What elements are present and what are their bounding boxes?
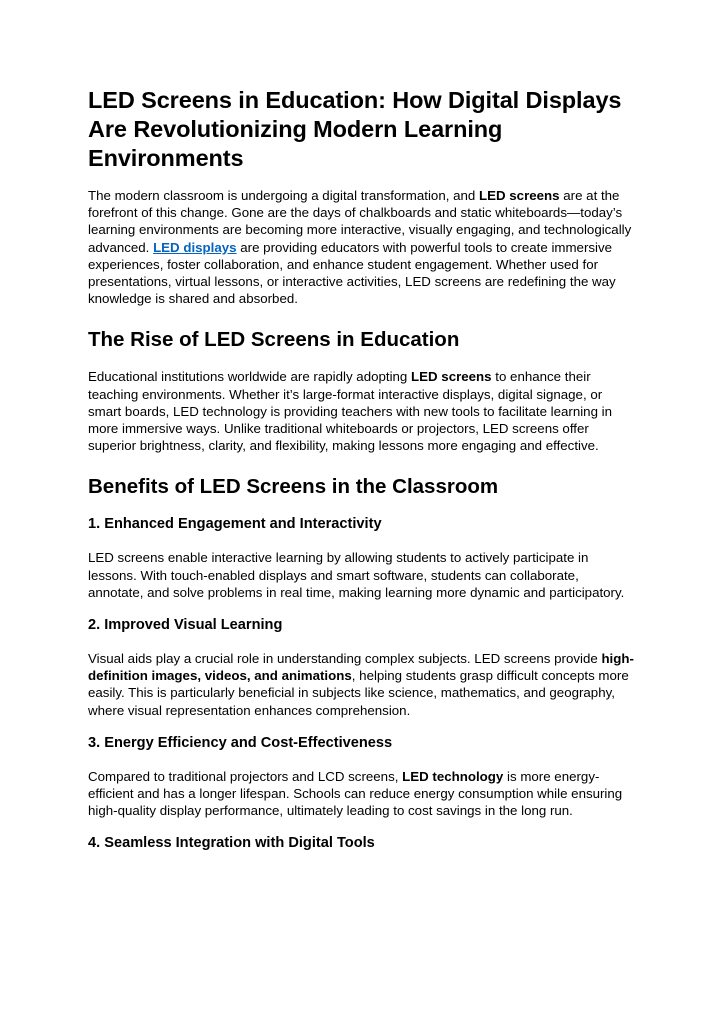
benefit-1-heading: 1. Enhanced Engagement and Interactivity bbox=[88, 516, 382, 533]
intro-text-1: The modern classroom is undergoing a digital transformation, and bbox=[88, 188, 479, 203]
rise-bold-led-screens: LED screens bbox=[411, 369, 492, 385]
benefit-3-text-1: Compared to traditional projectors and LCD screens, bbox=[88, 768, 403, 784]
benefit-2-text-2: , helping students grasp difficult concepts more easily. This is particularly beneficial in subjects like science, mathematics, and geography, where visual representation enhances comprehension. bbox=[88, 668, 629, 718]
benefit-2-text-1: Visual aids play a crucial role in understanding complex subjects. LED screens provide bbox=[88, 651, 602, 667]
rise-text-1: Educational institutions worldwide are rapidly adopting bbox=[88, 369, 412, 385]
rise-heading: The Rise of LED Screens in Education bbox=[88, 328, 460, 352]
page-title: LED Screens in Education: How Digital Displays Are Revolutionizing Modern Learning Environments bbox=[88, 87, 622, 171]
intro-paragraph bbox=[88, 187, 636, 307]
benefit-3-text-2: is more energy-efficient and has a longer lifespan. Schools can reduce energy consumption while ensuring high-quality display performance, ultimately leading to cost savings in the long run. bbox=[88, 768, 623, 819]
benefit-3-bold: LED technology bbox=[402, 768, 504, 784]
document-body bbox=[88, 86, 636, 868]
benefit-2-heading: 2. Improved Visual Learning bbox=[88, 617, 283, 634]
benefit-2-paragraph bbox=[88, 650, 636, 719]
intro-text-3: are providing educators with powerful tools to create immersive experiences, foster collaboration, and enhance student engagement. Whether used for presentations, virtual lessons, or interactive activities, LED screens are redefining the way knowledge is shared and absorbed. bbox=[88, 239, 616, 307]
led-displays-link[interactable]: LED displays bbox=[153, 239, 237, 255]
benefit-1-paragraph: LED screens enable interactive learning by allowing students to actively participate in lessons. With touch-enabled displays and smart software, students can collaborate, annotate, and solve problems in real time, making learning more dynamic and participatory. bbox=[88, 550, 625, 600]
rise-text-2: to enhance their teaching environments. Whether it’s large-format interactive displays, digital signage, or smart boards, LED technology is providing teachers with new tools to facilitate learning in more immersive ways. Unlike traditional whiteboards or projectors, LED screens offer superior brightness, clarity, and flexibility, making lessons more engaging and effective. bbox=[88, 369, 613, 454]
intro-bold-led-screens: LED screens bbox=[479, 188, 560, 203]
rise-paragraph bbox=[88, 368, 636, 454]
benefit-3-heading: 3. Energy Efficiency and Cost-Effectiveness bbox=[88, 734, 393, 751]
intro-text-2: are at the forefront of this change. Gone are the days of chalkboards and static whiteboards—today’s learning environments are becoming more interactive, visually engaging, and technologically advanced. bbox=[88, 188, 632, 255]
benefits-heading: Benefits of LED Screens in the Classroom bbox=[88, 475, 499, 499]
benefit-4-heading: 4. Seamless Integration with Digital Tools bbox=[88, 835, 375, 852]
benefit-3-paragraph bbox=[88, 768, 636, 820]
benefit-2-bold: high-definition images, videos, and animations bbox=[88, 651, 634, 684]
